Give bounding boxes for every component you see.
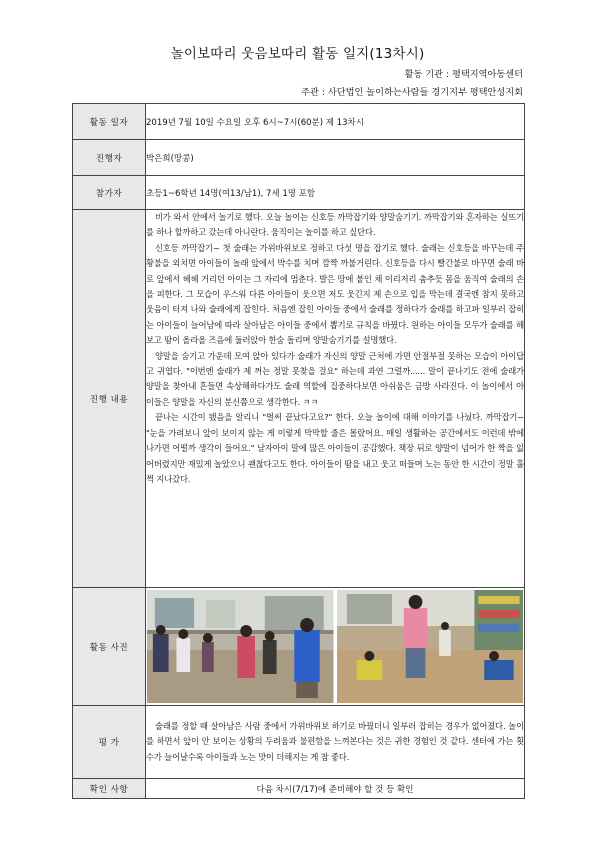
label-photos: 활동 사진	[73, 588, 146, 706]
row-leader	[73, 140, 525, 176]
label-participants: 참가자	[73, 176, 146, 210]
value-participants: 초등1~6학년 14명(여13/남1), 7세 1명 포함	[146, 176, 525, 210]
label-date: 활동 일자	[73, 104, 146, 140]
activity-log-table	[72, 103, 525, 799]
label-content: 진행 내용	[73, 210, 146, 588]
activity-photo-2	[337, 590, 524, 703]
row-date	[73, 104, 525, 140]
row-participants	[73, 176, 525, 210]
content-paragraph-4: 끝나는 시간이 됐음을 알리니 "벌써 끝났다고요?" 한다. 오늘 놀이에 대해 이야기를 나눴다. 까막잡기~ "눈을 가려보니 앞이 보이지 않는 게 이렇게 막막할 줄은 몰랐어요. 매일 생활하는 공간에서도 이런데 밖에 나가면 어떨까 생각이 들어요." 남자아이 말에 많은 아이들이 공감했다. 책장 뒤로 양말이 넘어가 한 짝을 잃어버렸지만 재밌게 놀았으니 괜찮다고도 한다. 아이들이 땀을 내고 웃고 떠들며 노는 동안 한 시간이 정말 훌쩍 지나갔다.	[146, 412, 524, 484]
label-leader: 진행자	[73, 140, 146, 176]
value-evaluation	[146, 706, 525, 779]
document-title: 놀이보따리 웃음보따리 활동 일지(13차시)	[170, 46, 425, 62]
content-paragraph-2: 신호등 까막잡기~ 첫 술래는 가위바위보로 정하고 다섯 명을 잡기로 했다. 술래는 신호등을 바꾸는데 주황불을 외치면 아이들이 놀래 앞에서 박수를 치며 깜짝 까불거린다. 신호등을 다시 빨간불로 바꾸면 술래 바로 앞에서 헤헤 거리던 아이는 그 자리에 멈춘다. 발은 땅에 붙인 채 이리저리 춤추듯 몸을 움직여 술래의 손을 피한다. 그 모습이 우스워 다른 아이들이 웃으면 저도 웃긴지 제 손으로 입을 막는데 결국엔 참지 못하고 웃음이 터져 나와 술래에게 잡힌다. 처음엔 잡힌 아이들 중에서 술래를 정하다가 술래를 하고파 일부러 잡히는 아이들이 늘어남에 따라 살아남은 아이들 중에서 뽑기로 규칙을 바꿨다. 원하는 아이들 모두가 술래를 해보고 땀이 올라올 즈음에 둘러앉아 한숨 돌리며 양말숨기기를 설명했다.	[146, 242, 524, 346]
row-evaluation	[73, 706, 525, 779]
value-date: 2019년 7월 10일 수요일 오후 6시~7시(60분) 제 13차시	[146, 104, 525, 140]
content-paragraph-3: 양말을 숨기고 가운데 모여 앉아 있다가 술래가 자신의 양말 근처에 가면 안절부절 못하는 모습이 아이답고 귀엽다. "이번엔 술래가 제 꺼는 정말 못찾을 걸요" 하는데 과연 그럴까...... 말이 끝나기도 전에 술래가 양말을 찾아내 흔들면 속상해하다가도 술래 역할에 집중하다보면 아쉬움은 금방 사라진다. 이 놀이에서 아이들은 양말을 자신의 분신쯤으로 생각한다. ㅋㅋ	[146, 350, 524, 407]
value-photos	[146, 588, 525, 706]
value-leader: 박은희(땅콩)	[146, 140, 525, 176]
row-confirm	[73, 779, 525, 799]
value-confirm: 다음 차시(7/17)에 준비해야 할 것 등 확인	[146, 779, 525, 799]
photo-strip	[147, 588, 523, 705]
row-content	[73, 210, 525, 588]
host-organization: 주관 : 사단법인 놀이하는사람들 경기지부 평택안성지회	[301, 87, 523, 98]
label-evaluation: 평 가	[73, 706, 146, 779]
activity-photo-1	[147, 590, 334, 703]
evaluation-text: 술래를 정할 때 살아남은 사람 중에서 가위바위보 하기로 바꿨더니 일부러 잡히는 경우가 없어졌다. 놀이를 하면서 앞이 안 보이는 상황의 두려움과 불편함을 느껴본다는 것은 귀한 경험인 것 같다. 센터에 가는 횟수가 늘어날수록 아이들과 노는 맛이 더해지는 게 참 좋다.	[146, 720, 524, 762]
row-photos	[73, 588, 525, 706]
content-paragraph-1: 비가 와서 안에서 놀기로 했다. 오늘 놀이는 신호등 까막잡기와 양말숨기기. 까막잡기와 혼자하는 실뜨기를 하나 할까하고 갔는데 아니란다. 움직이는 놀이를 하고 싶단다.	[146, 212, 524, 238]
value-content	[146, 210, 525, 588]
label-confirm: 확인 사항	[73, 779, 146, 799]
activity-agency: 활동 기관 : 평택지역아동센터	[404, 69, 523, 80]
